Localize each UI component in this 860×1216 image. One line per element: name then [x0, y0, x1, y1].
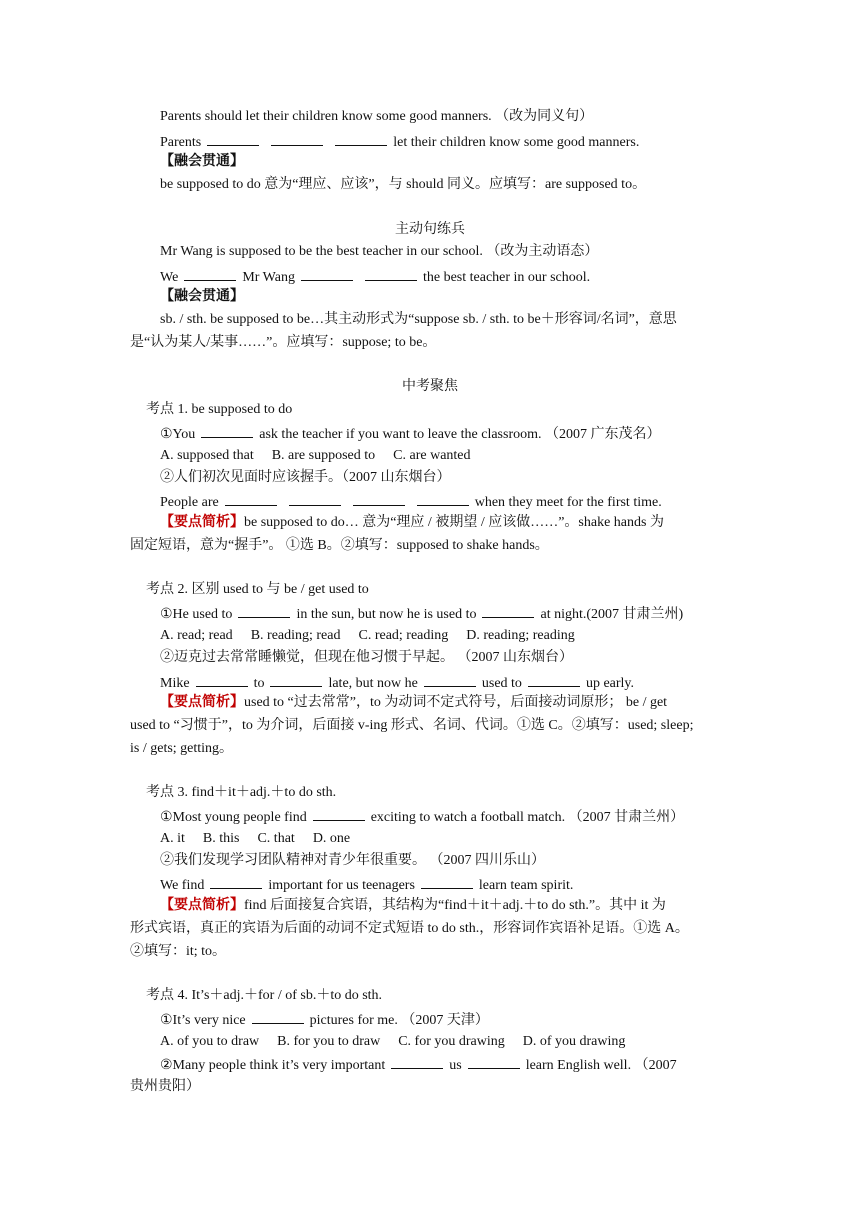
- question-text: 贵州贵阳）: [130, 1079, 200, 1094]
- answer-blank[interactable]: [301, 266, 353, 281]
- answer-blank[interactable]: [365, 266, 417, 281]
- question-text: learn team spirit.: [478, 878, 574, 893]
- explanation-text: 是“认为某人/某事……”。应填写：suppose; to be。: [130, 335, 437, 350]
- option[interactable]: C. that: [257, 831, 295, 846]
- answer-blank[interactable]: [482, 603, 534, 618]
- answer-blank[interactable]: [421, 874, 473, 889]
- section-title: 主动句练兵: [395, 222, 465, 237]
- analysis-tag: 【要点简析】: [160, 515, 244, 530]
- analysis-text: is / gets; getting。: [130, 741, 234, 756]
- option-list: [160, 829, 350, 849]
- option[interactable]: B. are supposed to: [271, 448, 376, 463]
- question-line: [160, 806, 684, 826]
- answer-blank[interactable]: [184, 266, 236, 281]
- answer-blank[interactable]: [289, 491, 341, 506]
- option-list: [160, 1032, 625, 1052]
- analysis-text: 形式宾语，真正的宾语为后面的动词不定式短语 to do sth.，形容词作宾语补足语。①选 A。: [130, 921, 689, 936]
- option[interactable]: A. of you to draw: [160, 1034, 260, 1049]
- question-text: us: [449, 1058, 462, 1073]
- answer-blank[interactable]: [252, 1009, 304, 1024]
- question-line: ②人们初次见面时应该握手。（2007 山东烟台）: [160, 470, 451, 485]
- exercise-sentence: Parents should let their children know some good manners. （改为同义句）: [160, 109, 594, 124]
- analysis-tag: 【要点简析】: [160, 898, 244, 913]
- option[interactable]: D. reading; reading: [466, 628, 575, 643]
- exercise-fill-line: [160, 266, 590, 286]
- analysis-tag: 【要点简析】: [160, 695, 244, 710]
- question-line: ②迈克过去常常睡懒觉，但现在他习惯于早起。 （2007 山东烟台）: [160, 650, 573, 665]
- explanation-text: sb. / sth. be supposed to be…其主动形式为“suppose sb. / sth. to be＋形容词/名词”，意思: [160, 312, 677, 327]
- question-text: used to: [481, 676, 522, 691]
- analysis-line: [160, 513, 664, 533]
- question-text: learn English well. （2007: [525, 1058, 677, 1073]
- analysis-text: 固定短语，意为“握手”。 ①选 B。②填写：supposed to shake hands。: [130, 538, 549, 553]
- analysis-text: used to “习惯于”，to 为介词，后面接 v-ing 形式、名词、代词。①选 C。②填写：used; sleep;: [130, 718, 694, 733]
- question-text: at night.(2007 甘肃兰州): [540, 607, 684, 622]
- option[interactable]: C. are wanted: [393, 448, 471, 463]
- section-tag: 【融会贯通】: [160, 154, 244, 169]
- answer-blank[interactable]: [417, 491, 469, 506]
- question-text: to: [253, 676, 265, 691]
- question-text: ①You: [160, 427, 196, 442]
- fill-text: Parents: [160, 135, 202, 150]
- question-line: [160, 491, 662, 511]
- option[interactable]: A. supposed that: [160, 448, 254, 463]
- analysis-text: used to “过去常常”，to 为动词不定式符号，后面接动词原形； be / get: [244, 695, 668, 710]
- question-text: in the sun, but now he is used to: [296, 607, 477, 622]
- option[interactable]: B. this: [202, 831, 240, 846]
- answer-blank[interactable]: [238, 603, 290, 618]
- answer-blank[interactable]: [271, 131, 323, 146]
- point-heading: 考点 1. be supposed to do: [146, 402, 293, 417]
- question-text: when they meet for the first time.: [474, 495, 662, 510]
- point-heading: 考点 3. find＋it＋adj.＋to do sth.: [146, 785, 337, 800]
- fill-text: We: [160, 270, 179, 285]
- analysis-line: [160, 693, 667, 713]
- section-title: 中考聚焦: [402, 379, 458, 394]
- option-list: [160, 626, 575, 646]
- option[interactable]: B. reading; read: [250, 628, 341, 643]
- question-text: pictures for me. （2007 天津）: [309, 1013, 489, 1028]
- option[interactable]: D. of you drawing: [522, 1034, 626, 1049]
- answer-blank[interactable]: [468, 1054, 520, 1069]
- fill-text: let their children know some good manners.: [393, 135, 640, 150]
- question-text: ask the teacher if you want to leave the classroom. （2007 广东茂名）: [259, 427, 661, 442]
- explanation-text: be supposed to do 意为“理应、应该”，与 should 同义。应填写：are supposed to。: [160, 177, 647, 192]
- analysis-text: ②填写：it; to。: [130, 944, 227, 959]
- fill-text: the best teacher in our school.: [422, 270, 591, 285]
- answer-blank[interactable]: [270, 672, 322, 687]
- section-tag: 【融会贯通】: [160, 289, 244, 304]
- answer-blank[interactable]: [210, 874, 262, 889]
- analysis-text: be supposed to do… 意为“理应 / 被期望 / 应该做……”。shake hands 为: [244, 515, 664, 530]
- question-line: [160, 423, 661, 443]
- answer-blank[interactable]: [528, 672, 580, 687]
- option[interactable]: B. for you to draw: [277, 1034, 381, 1049]
- answer-blank[interactable]: [201, 423, 253, 438]
- question-text: exciting to watch a football match. （2007 甘肃兰州）: [370, 810, 685, 825]
- option[interactable]: A. read; read: [160, 628, 233, 643]
- option[interactable]: D. one: [312, 831, 351, 846]
- question-text: ①Most young people find: [160, 810, 307, 825]
- answer-blank[interactable]: [207, 131, 259, 146]
- point-heading: 考点 4. It’s＋adj.＋for / of sb.＋to do sth.: [146, 988, 383, 1003]
- answer-blank[interactable]: [196, 672, 248, 687]
- question-line: [160, 603, 683, 623]
- option[interactable]: C. for you drawing: [398, 1034, 505, 1049]
- point-heading: 考点 2. 区别 used to 与 be / get used to: [146, 582, 369, 597]
- question-text: late, but now he: [328, 676, 418, 691]
- option[interactable]: C. read; reading: [358, 628, 449, 643]
- question-text: We find: [160, 878, 205, 893]
- question-text: People are: [160, 495, 219, 510]
- answer-blank[interactable]: [335, 131, 387, 146]
- answer-blank[interactable]: [353, 491, 405, 506]
- question-text: ①He used to: [160, 607, 233, 622]
- answer-blank[interactable]: [424, 672, 476, 687]
- answer-blank[interactable]: [391, 1054, 443, 1069]
- fill-text: Mr Wang: [242, 270, 295, 285]
- question-line: [160, 874, 573, 894]
- answer-blank[interactable]: [313, 806, 365, 821]
- option[interactable]: A. it: [160, 831, 185, 846]
- question-text: ②Many people think it’s very important: [160, 1058, 386, 1073]
- question-text: Mike: [160, 676, 190, 691]
- answer-blank[interactable]: [225, 491, 277, 506]
- question-text: up early.: [585, 676, 635, 691]
- analysis-line: [160, 896, 666, 916]
- question-text: important for us teenagers: [268, 878, 415, 893]
- question-text: ①It’s very nice: [160, 1013, 246, 1028]
- exercise-sentence: Mr Wang is supposed to be the best teacher in our school. （改为主动语态）: [160, 244, 599, 259]
- question-line: [160, 672, 634, 692]
- question-line: ②我们发现学习团队精神对青少年很重要。 （2007 四川乐山）: [160, 853, 545, 868]
- question-line: [160, 1009, 489, 1029]
- question-line: [160, 1054, 677, 1074]
- analysis-text: find 后面接复合宾语，其结构为“find＋it＋adj.＋to do sth.”。其中 it 为: [244, 898, 666, 913]
- exercise-fill-line: [160, 131, 639, 151]
- option-list: [160, 446, 471, 466]
